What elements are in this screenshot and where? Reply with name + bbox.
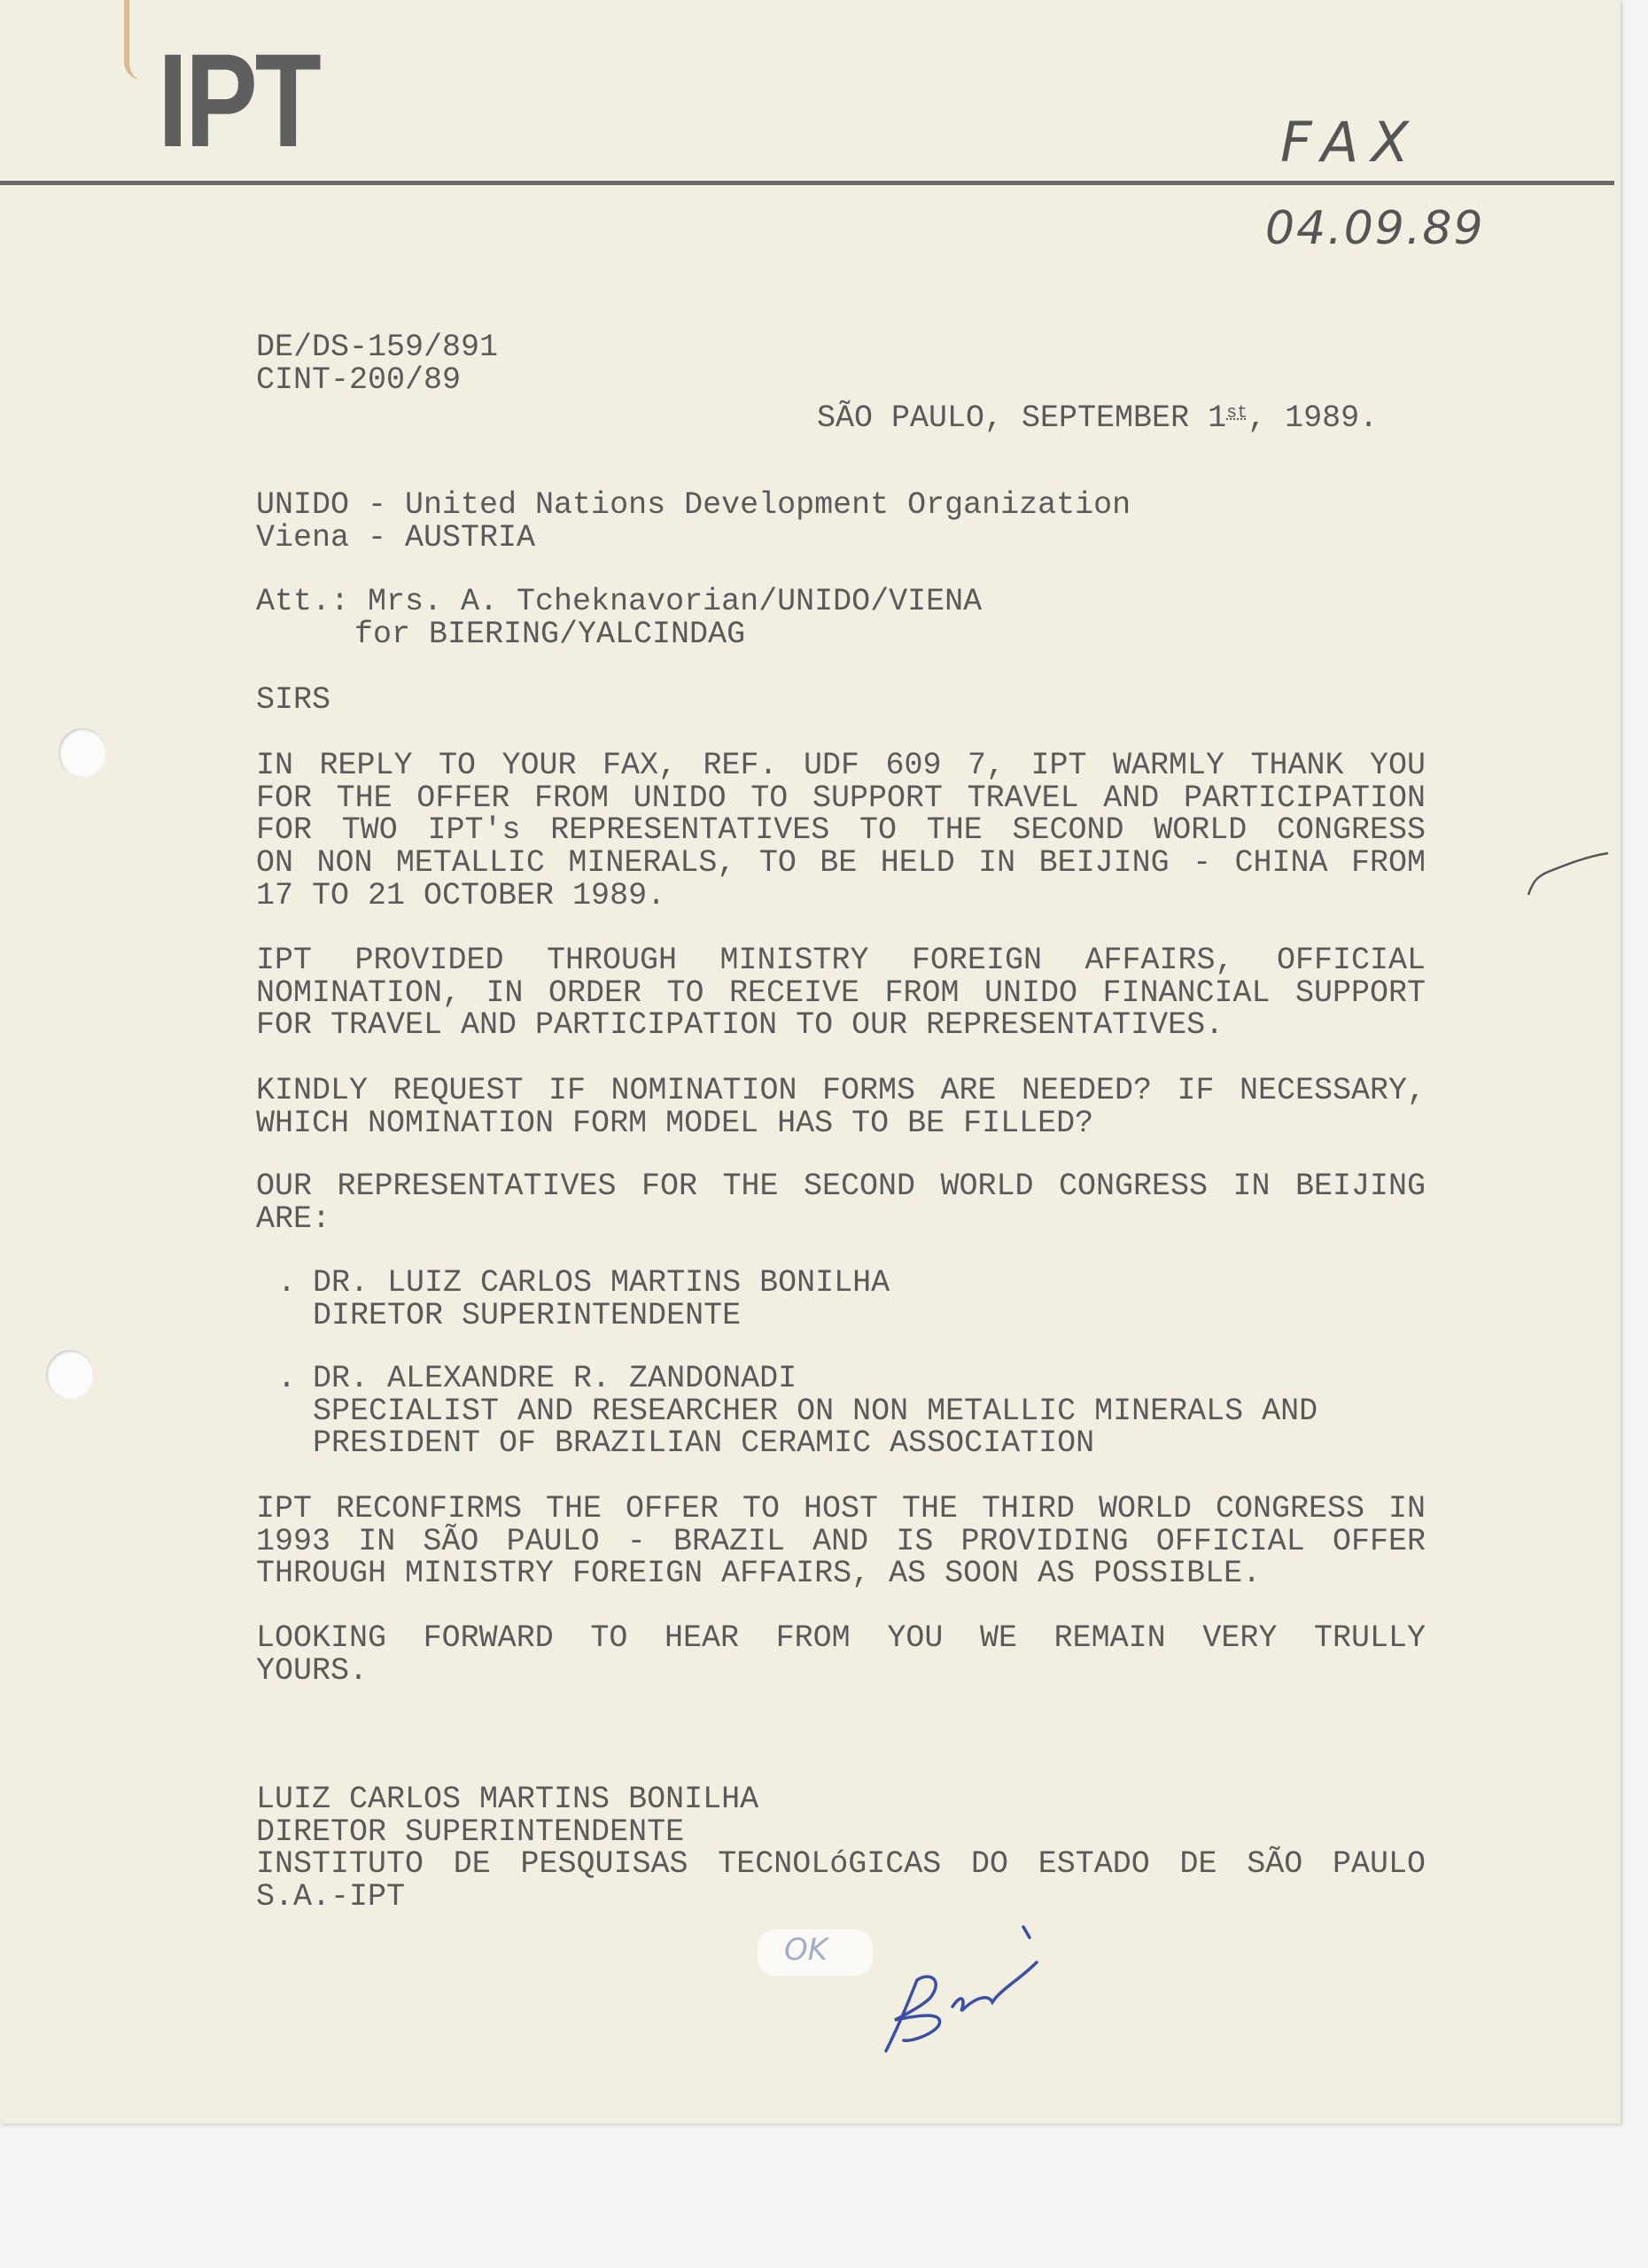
signature-block — [256, 1783, 1426, 1914]
representative-title: PRESIDENT OF BRAZILIAN CERAMIC ASSOCIATION — [313, 1425, 1095, 1462]
ipt-logo: IPT — [158, 26, 319, 175]
handwritten-date: 04.09.89 — [1265, 202, 1485, 255]
paragraph-line: IN REPLY TO YOUR FAX, REF. UDF 609 7, IPT WARMLY THANK YOU — [256, 748, 1426, 783]
representative-name: DR. ALEXANDRE R. ZANDONADI — [313, 1361, 797, 1396]
punch-hole — [46, 1350, 94, 1400]
paragraph — [256, 1170, 1426, 1235]
paragraph-line: NOMINATION, IN ORDER TO RECEIVE FROM UNIDO FINANCIAL SUPPORT — [256, 975, 1426, 1011]
paragraph-line: KINDLY REQUEST IF NOMINATION FORMS ARE NEEDED? IF NECESSARY, — [256, 1073, 1426, 1108]
reference-numbers — [256, 331, 1426, 396]
paragraph-line: FOR TWO IPT's REPRESENTATIVES TO THE SECOND WORLD CONGRESS — [256, 812, 1426, 849]
date-text: SÃO PAULO, SEPTEMBER 1 — [817, 400, 1227, 436]
paragraph-line: ARE: — [256, 1200, 331, 1237]
paragraph-line: IPT PROVIDED THROUGH MINISTRY FOREIGN AFFAIRS, OFFICIAL — [256, 943, 1426, 978]
paragraph-line: IPT RECONFIRMS THE OFFER TO HOST THE THIRD WORLD CONGRESS IN — [256, 1491, 1426, 1526]
representative-name: DR. LUIZ CARLOS MARTINS BONILHA — [313, 1265, 890, 1301]
paragraph-line: WHICH NOMINATION FORM MODEL HAS TO BE FILLED? — [256, 1105, 1094, 1141]
paragraph-line: 17 TO 21 OCTOBER 1989. — [256, 877, 666, 913]
paragraph — [256, 1622, 1426, 1687]
bullet: . — [277, 1265, 297, 1301]
institution-name: INSTITUTO DE PESQUISAS TECNOLóGICAS DO ESTADO DE SÃO PAULO — [256, 1846, 1426, 1883]
paragraph-line: FOR THE OFFER FROM UNIDO TO SUPPORT TRAVEL AND PARTICIPATION — [256, 780, 1426, 816]
addressee-line: UNIDO - United Nations Development Organization — [256, 487, 1131, 523]
paragraph-line: THROUGH MINISTRY FOREIGN AFFAIRS, AS SOON AS POSSIBLE. — [256, 1556, 1262, 1592]
paragraph — [256, 750, 1426, 913]
attention-line: for BIERING/YALCINDAG — [354, 616, 746, 652]
ok-stamp — [758, 1930, 873, 1976]
attention-line: Att.: Mrs. A. Tcheknavorian/UNIDO/VIENA — [256, 584, 983, 619]
paragraph — [256, 944, 1426, 1042]
punch-hole — [58, 728, 106, 778]
bullet: . — [277, 1361, 297, 1396]
handwritten-signature — [877, 1918, 1054, 2060]
reference-line: CINT-200/89 — [256, 361, 462, 398]
salutation: SIRS — [256, 682, 331, 718]
representative-title: DIRETOR SUPERINTENDENTE — [313, 1297, 742, 1333]
paragraph-line: LOOKING FORWARD TO HEAR FROM YOU WE REMAIN VERY TRULLY — [256, 1620, 1426, 1656]
signer-title: DIRETOR SUPERINTENDENTE — [256, 1814, 685, 1850]
paragraph-line: YOURS. — [256, 1652, 369, 1689]
ok-stamp-text: OK — [784, 1932, 828, 1968]
paragraph-line: FOR TRAVEL AND PARTICIPATION TO OUR REPRESENTATIVES. — [256, 1007, 1224, 1044]
letterhead-rule — [0, 181, 1614, 185]
signer-name: LUIZ CARLOS MARTINS BONILHA — [256, 1782, 759, 1817]
addressee — [256, 489, 1426, 554]
paragraph-line: OUR REPRESENTATIVES FOR THE SECOND WORLD CONGRESS IN BEIJING — [256, 1169, 1426, 1204]
representative-item — [256, 1363, 1426, 1460]
paragraph — [256, 1075, 1426, 1139]
paragraph — [256, 1493, 1426, 1590]
reference-line: DE/DS-159/891 — [256, 330, 499, 365]
margin-pen-mark — [1524, 846, 1613, 899]
date-suffix: st — [1226, 403, 1248, 423]
representative-item — [256, 1267, 1426, 1332]
representative-title: SPECIALIST AND RESEARCHER ON NON METALLIC MINERALS AND — [313, 1393, 1318, 1429]
paragraph-line: ON NON METALLIC MINERALS, TO BE HELD IN BEIJING - CHINA FROM — [256, 845, 1426, 882]
attention — [256, 586, 1426, 650]
paragraph-line: 1993 IN SÃO PAULO - BRAZIL AND IS PROVIDING OFFICIAL OFFER — [256, 1523, 1426, 1559]
institution-suffix: S.A.-IPT — [256, 1879, 406, 1915]
handwritten-fax-note: FAX — [1280, 110, 1421, 175]
date-line — [817, 398, 1378, 435]
date-year: , 1989. — [1248, 400, 1379, 436]
addressee-line: Viena - AUSTRIA — [256, 519, 536, 555]
